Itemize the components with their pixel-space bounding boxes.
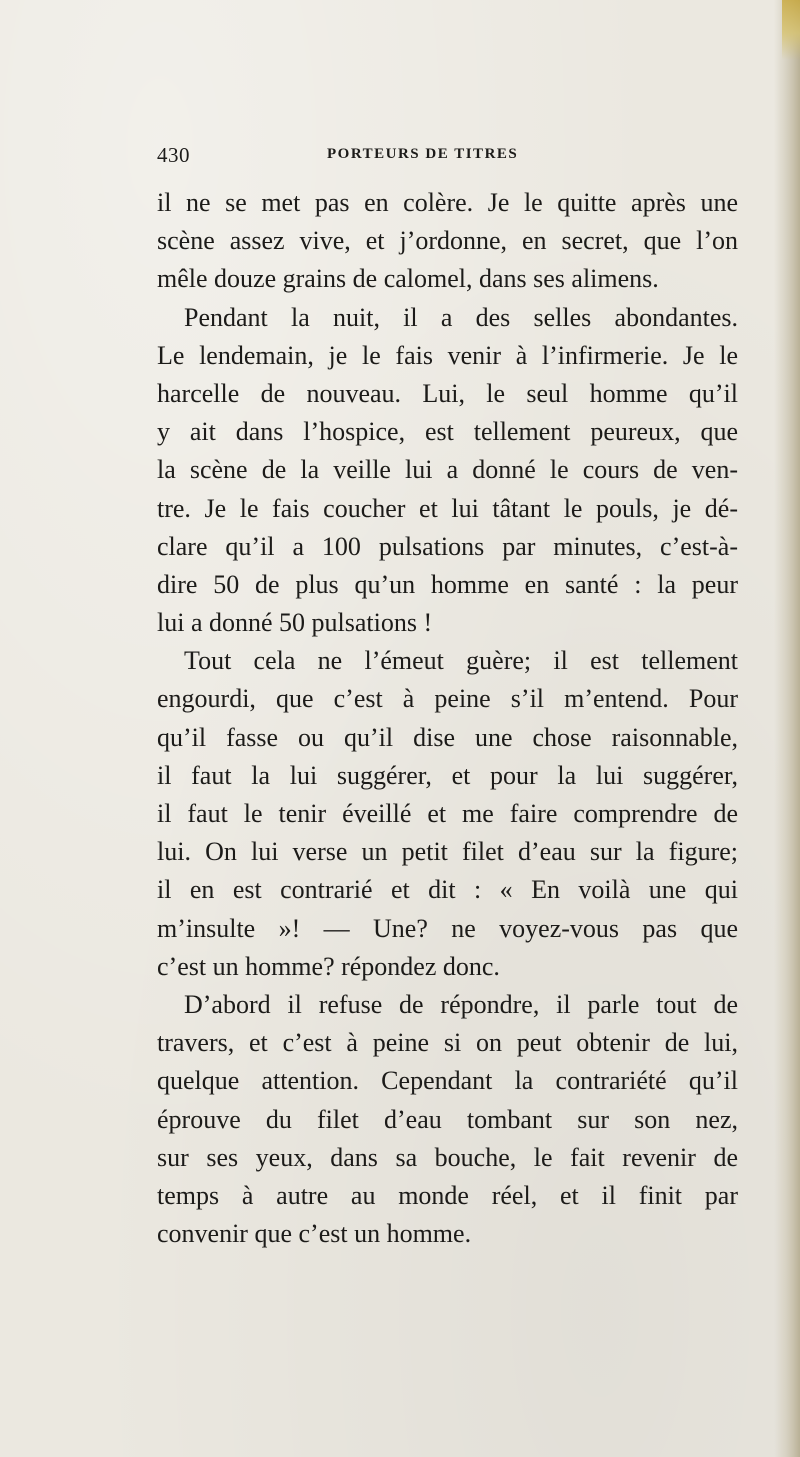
text-line: sur ses yeux, dans sa bouche, le fait revenir de — [157, 1142, 738, 1172]
text-line: Tout cela ne l’émeut guère; il est tellement — [184, 646, 738, 676]
text-line: quelque attention. Cependant la contrariété qu’il — [157, 1066, 738, 1096]
text-line: éprouve du filet d’eau tombant sur son nez, — [157, 1104, 738, 1134]
page-edge-stain — [782, 0, 800, 60]
page-number: 430 — [157, 143, 190, 167]
text-line: harcelle de nouveau. Lui, le seul homme qu’il — [157, 378, 738, 408]
text-line: lui a donné 50 pulsations ! — [157, 608, 433, 638]
text-line: scène assez vive, et j’ordonne, en secret, que l’on — [157, 226, 738, 256]
text-line: engourdi, que c’est à peine s’il m’entend. Pour — [157, 684, 738, 714]
text-line: y ait dans l’hospice, est tellement peureux, que — [157, 417, 738, 447]
page-edge-shadow — [774, 0, 800, 1457]
text-line: il faut le tenir éveillé et me faire comprendre de — [157, 799, 738, 828]
text-line: c’est un homme? répondez donc. — [157, 951, 500, 981]
body-text — [157, 184, 738, 1253]
text-line: clare qu’il a 100 pulsations par minutes, c’est-à- — [157, 531, 738, 561]
text-line: tre. Je le fais coucher et lui tâtant le pouls, je dé- — [157, 493, 738, 523]
text-line: temps à autre au monde réel, et il finit par — [157, 1180, 738, 1210]
text-line: la scène de la veille lui a donné le cours de ven- — [157, 455, 738, 485]
text-line: travers, et c’est à peine si on peut obtenir de lui, — [157, 1028, 738, 1058]
text-line: il faut la lui suggérer, et pour la lui suggérer, — [157, 760, 738, 790]
running-head: PORTEURS DE TITRES — [327, 146, 519, 162]
text-line: dire 50 de plus qu’un homme en santé : la peur — [157, 569, 738, 599]
text-line: il en est contrarié et dit : « En voilà une qui — [157, 875, 738, 905]
text-line: lui. On lui verse un petit filet d’eau sur la figure; — [157, 837, 738, 867]
text-line: m’insulte »! — Une? ne voyez-vous pas que — [157, 913, 738, 943]
text-line: mêle douze grains de calomel, dans ses alimens. — [157, 264, 659, 294]
page-header — [157, 143, 717, 171]
text-line: Le lendemain, je le fais venir à l’infirmerie. Je le — [157, 340, 738, 370]
text-line: qu’il fasse ou qu’il dise une chose raisonnable, — [157, 722, 738, 752]
text-line: D’abord il refuse de répondre, il parle tout de — [184, 989, 738, 1019]
text-line: il ne se met pas en colère. Je le quitte après une — [157, 188, 738, 217]
text-line: Pendant la nuit, il a des selles abondantes. — [184, 302, 738, 332]
text-line: convenir que c’est un homme. — [157, 1219, 472, 1249]
